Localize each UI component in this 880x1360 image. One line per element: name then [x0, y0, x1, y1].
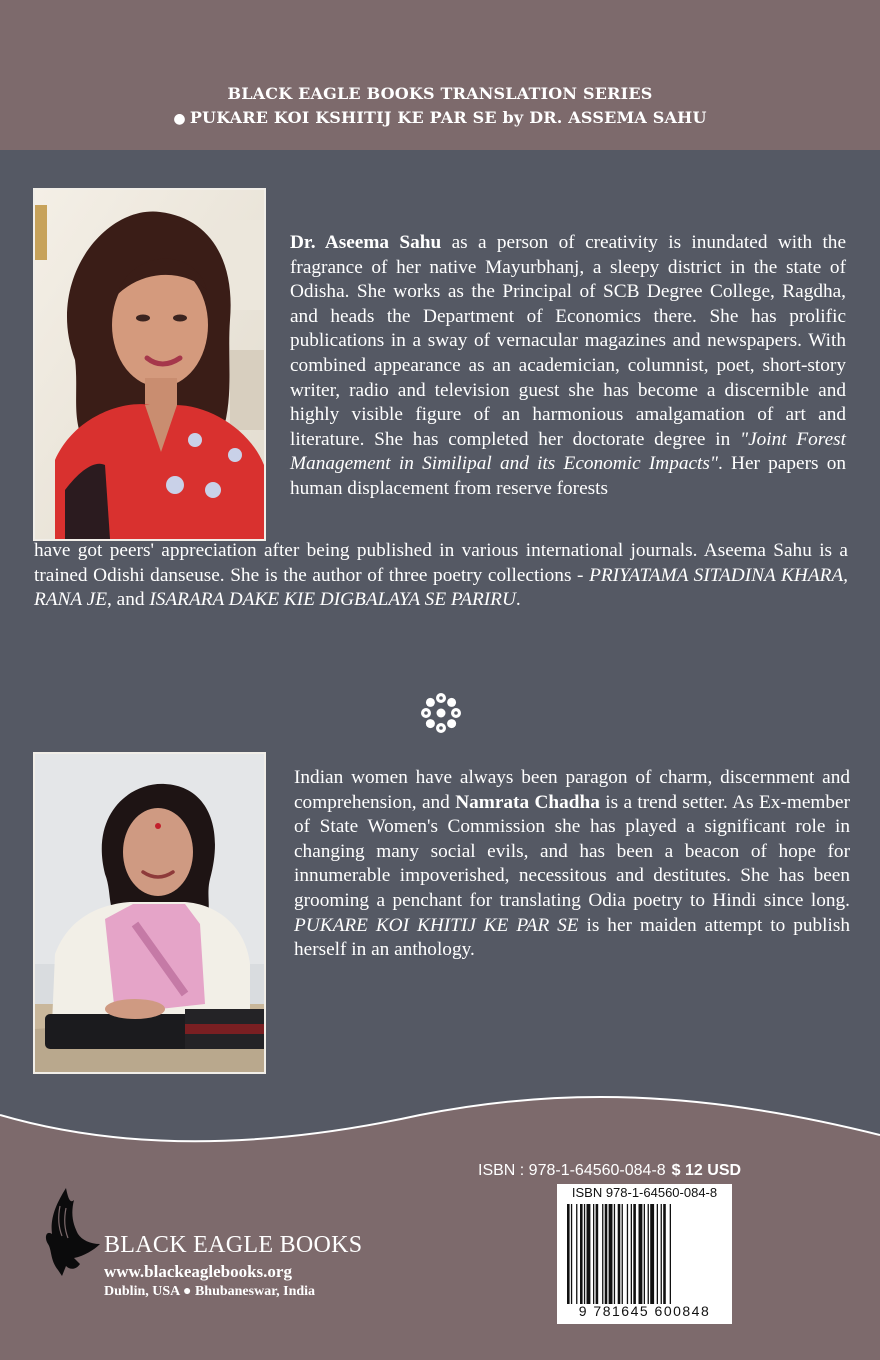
author-bio-part1 [290, 231, 846, 502]
barcode-stripe [627, 1204, 628, 1304]
barcode-stripe [661, 1204, 662, 1304]
barcode-isbn: ISBN 978-1-64560-084-8 [571, 1185, 718, 1200]
author-bio-end: . [515, 589, 521, 611]
bottom-band [0, 1085, 880, 1360]
barcode-stripe [648, 1204, 649, 1304]
location-1: Dublin, USA [104, 1284, 180, 1299]
top-band [0, 0, 880, 150]
translator-book-title: PUKARE KOI KHITIJ KE PAR SE [294, 914, 579, 936]
author-book-1: PRIYATAMA SITADINA KHARA, RANA JE [34, 564, 848, 611]
barcode-stripe [602, 1204, 603, 1304]
isbn-label: ISBN : 978-1-64560-084-8 [478, 1162, 666, 1179]
barcode-stripe [593, 1204, 594, 1304]
series-book-line [0, 108, 880, 127]
publisher-locations [104, 1284, 315, 1300]
isbn-price-line [478, 1162, 741, 1180]
barcode-stripe [571, 1204, 572, 1304]
translator-bio-text-a: Indian women have always been paragon of charm, discernment and comprehension, and [294, 767, 850, 813]
series-title: BLACK EAGLE BOOKS TRANSLATION SERIES [227, 84, 653, 103]
author-book-2: ISARARA DAKE KIE DIGBALAYA SE PARIRU [149, 589, 516, 611]
translator-bio-text-c: is her maiden attempt to publish herself in an anthology. [294, 914, 850, 961]
bullet-icon: ● [173, 111, 186, 127]
translator-name: Namrata Chadha [455, 791, 600, 813]
barcode-stripe [587, 1204, 591, 1304]
author-name: Dr. Aseema Sahu [290, 232, 442, 253]
location-bullet-icon: ● [182, 1284, 192, 1299]
author-bio-text-c: have got peers' appreciation after being published in various international journals. Aseema Sahu is a trained Odishi danseuse. She is the author of three poetry collections - [34, 540, 848, 586]
price: $ 12 USD [671, 1162, 742, 1179]
barcode-stripe [644, 1204, 645, 1304]
author-bio-text-a: as a person of creativity is inundated with the fragrance of her native Mayurbhanj, a sleepy district in the state of Odisha. She works as the Principal of SCB Degree College, Ragdha, and heads the Department of Economics there. She has prolific publications in a sway of vernacular magazines and newspapers. With combined appearance as an academician, columnist, poet, short-story writer, radio and television guest she has become a discernible and highly visible figure of an harmonious amalgamation of art and literature. She has completed her doctorate degree in [290, 232, 847, 450]
barcode-stripe [618, 1204, 621, 1304]
author-photo [33, 188, 266, 541]
barcode-stripe [633, 1204, 636, 1304]
author-thesis-title: "Joint Forest Management in Similipal and its Economic Impacts" [290, 428, 846, 475]
author-bio-sep: , and [107, 589, 150, 611]
barcode-stripe [576, 1204, 577, 1304]
location-2: Bhubaneswar, India [194, 1284, 316, 1299]
barcode-stripe [584, 1204, 585, 1304]
author-bio-text-b: . Her papers on human displacement from reserve forests [290, 453, 846, 499]
barcode-stripe [567, 1204, 570, 1304]
barcode-stripe [605, 1204, 608, 1304]
barcode [557, 1184, 732, 1324]
flower-ornament-icon [418, 690, 464, 736]
barcode-bars [567, 1204, 724, 1304]
publisher-website[interactable]: www.blackeaglebooks.org [104, 1262, 292, 1281]
series-book-text: PUKARE KOI KSHITIJ KE PAR SE by DR. ASSEMA SAHU [189, 108, 707, 127]
barcode-stripe [639, 1204, 643, 1304]
barcode-number: 9 781645 600848 [578, 1303, 711, 1319]
publisher-name: BLACK EAGLE BOOKS [104, 1232, 363, 1258]
translator-bio [294, 766, 850, 963]
barcode-stripe [614, 1204, 615, 1304]
barcode-stripe [663, 1204, 666, 1304]
author-photo-illustration [35, 190, 264, 539]
translator-photo-illustration [35, 754, 264, 1072]
barcode-stripe [657, 1204, 658, 1304]
translator-bio-text-b: is a trend setter. As Ex-member of State Women's Commission she has played a significant role in changing many social evils, and has been a beacon of hope for innumerable impoverished, necessitous and destitutes. She has been grooming a penchant for translating Odia poetry to Hindi since long. [294, 791, 850, 911]
barcode-stripe [609, 1204, 613, 1304]
barcode-stripe [650, 1204, 654, 1304]
barcode-stripe [631, 1204, 632, 1304]
barcode-stripe [580, 1204, 583, 1304]
eagle-logo-icon [44, 1186, 100, 1276]
barcode-stripe [622, 1204, 623, 1304]
barcode-stripe [670, 1204, 671, 1304]
author-bio-part2 [34, 539, 848, 613]
barcode-stripe [596, 1204, 599, 1304]
translator-photo [33, 752, 266, 1074]
